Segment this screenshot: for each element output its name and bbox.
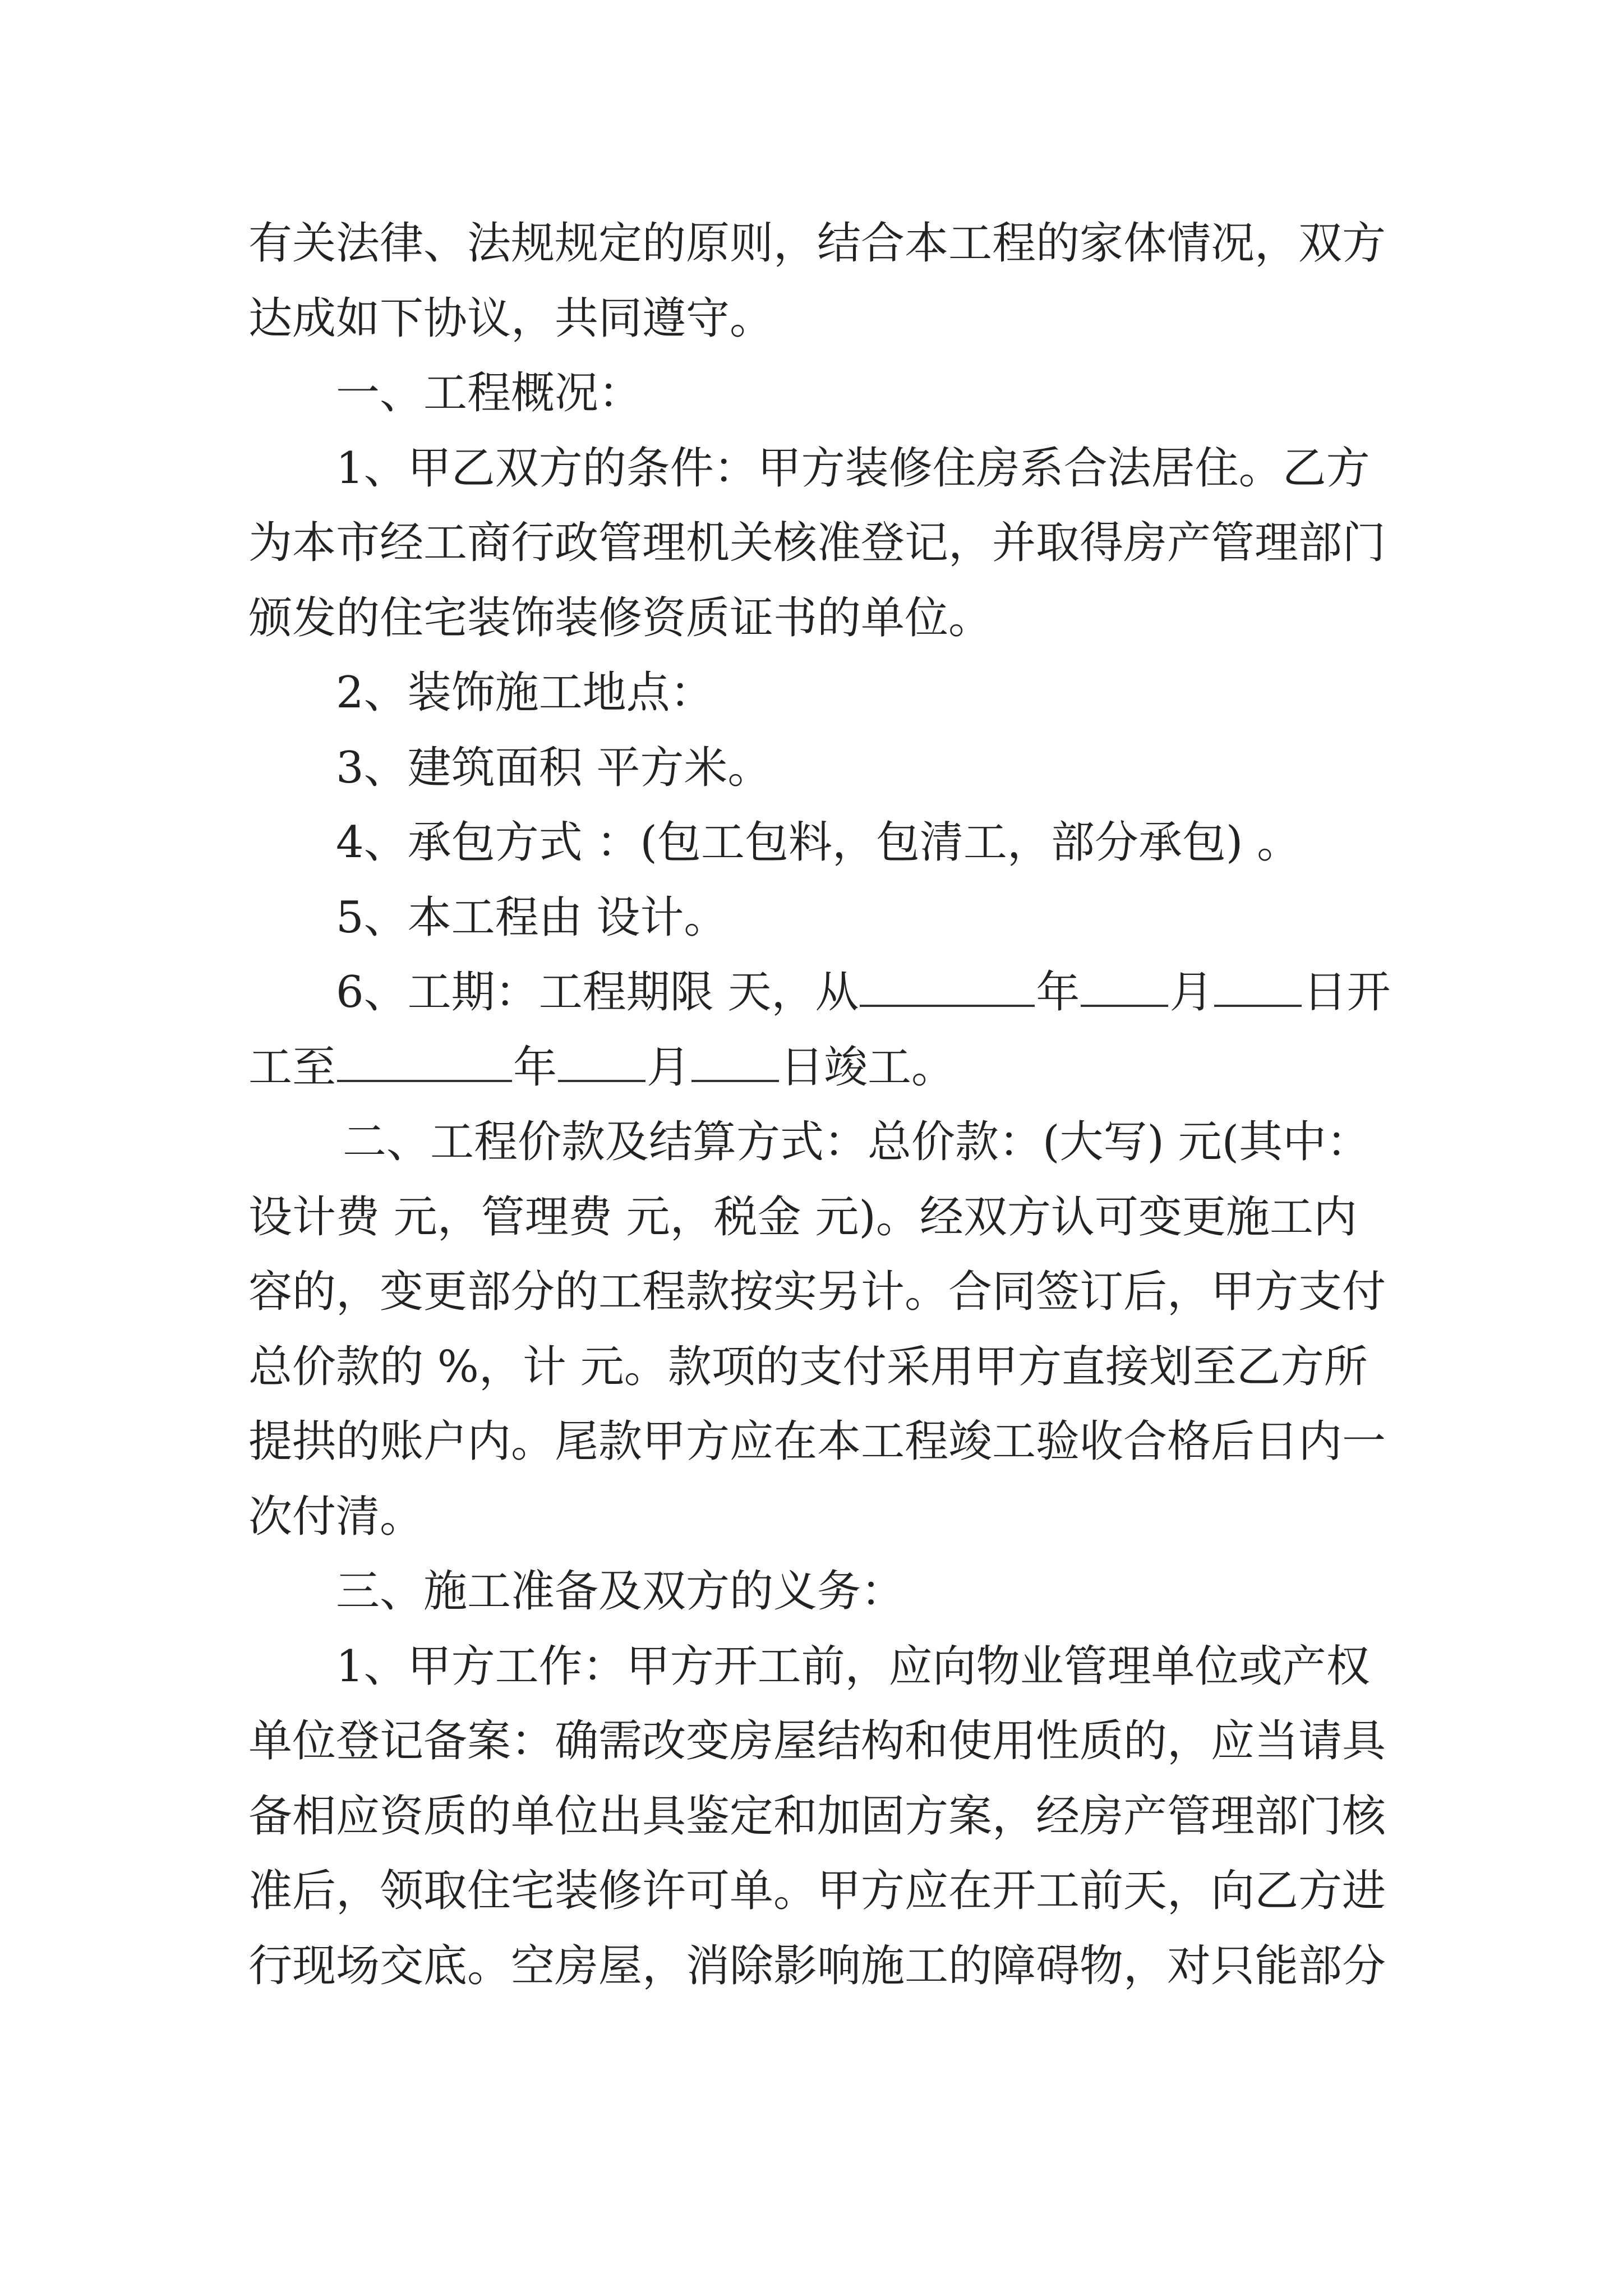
day-label: 日开 [1303, 967, 1391, 1018]
schedule-start-prefix: 6、工期：工程期限 天，从 [336, 967, 859, 1018]
paragraph-line: 备相应资质的单位出具鉴定和加固方案，经房产管理部门核 [248, 1791, 1386, 1842]
paragraph-line: 有关法律、法规规定的原则，结合本工程的家体情况，双方 [248, 218, 1386, 269]
paragraph-line: 设计费 元，管理费 元，税金 元)。经双方认可变更施工内 [248, 1191, 1357, 1243]
section-heading-2: 二、工程价款及结算方式：总价款：(大写) 元(其中： [343, 1117, 1371, 1167]
paragraph-line: 准后，领取住宅装修许可单。甲方应在开工前天，向乙方进 [248, 1866, 1386, 1916]
paragraph-line: 容的，变更部分的工程款按实另计。合同签订后，甲方支付 [248, 1267, 1386, 1317]
day-label: 日竣工。 [780, 1042, 956, 1093]
month-blank [1081, 968, 1168, 1007]
paragraph-line: 3、建筑面积 平方米。 [336, 742, 772, 793]
section-heading-1: 一、工程概况： [336, 368, 643, 418]
paragraph-line: 5、本工程由 设计。 [336, 892, 728, 943]
paragraph-line: 1、甲方工作：甲方开工前，应向物业管理单位或产权 [336, 1641, 1370, 1692]
schedule-line-end [248, 1030, 1387, 1106]
month-label: 月 [1169, 967, 1214, 1018]
year-label: 年 [1036, 967, 1080, 1018]
paragraph-line: 行现场交底。空房屋，消除影响施工的障碍物，对只能部分 [248, 1940, 1386, 1991]
year-blank [860, 968, 1035, 1007]
section-heading-3: 三、施工准备及双方的义务： [336, 1566, 905, 1617]
paragraph-line: 为本市经工商行政管理机关核准登记，并取得房产管理部门 [248, 518, 1386, 568]
day-blank [1214, 968, 1302, 1007]
month-label: 月 [647, 1042, 691, 1093]
schedule-end-prefix: 工至 [248, 1042, 336, 1093]
paragraph-line: 颁发的住宅装饰装修资质证书的单位。 [248, 592, 993, 643]
year-blank [337, 1043, 512, 1082]
schedule-line-start [248, 955, 1391, 1030]
year-label: 年 [513, 1042, 557, 1093]
paragraph-line: 2、装饰施工地点： [336, 668, 714, 718]
day-blank [691, 1043, 779, 1082]
paragraph-line: 次付清。 [248, 1491, 424, 1542]
month-blank [558, 1043, 645, 1082]
paragraph-line: 总价款的 %，计 元。款项的支付采用甲方直接划至乙方所 [248, 1341, 1368, 1392]
paragraph-line: 提拱的账户内。尾款甲方应在本工程竣工验收合格后日内一 [248, 1416, 1386, 1467]
paragraph-line: 1、甲乙双方的条件：甲方装修住房系合法居住。乙方 [336, 443, 1370, 494]
paragraph-line: 4、承包方式 ：(包工包料，包清工，部分承包) 。 [336, 817, 1301, 868]
paragraph-line: 达成如下协议，共同遵守。 [248, 293, 774, 344]
paragraph-line: 单位登记备案：确需改变房屋结构和使用性质的，应当请具 [248, 1716, 1386, 1766]
document-body [248, 206, 1391, 2004]
